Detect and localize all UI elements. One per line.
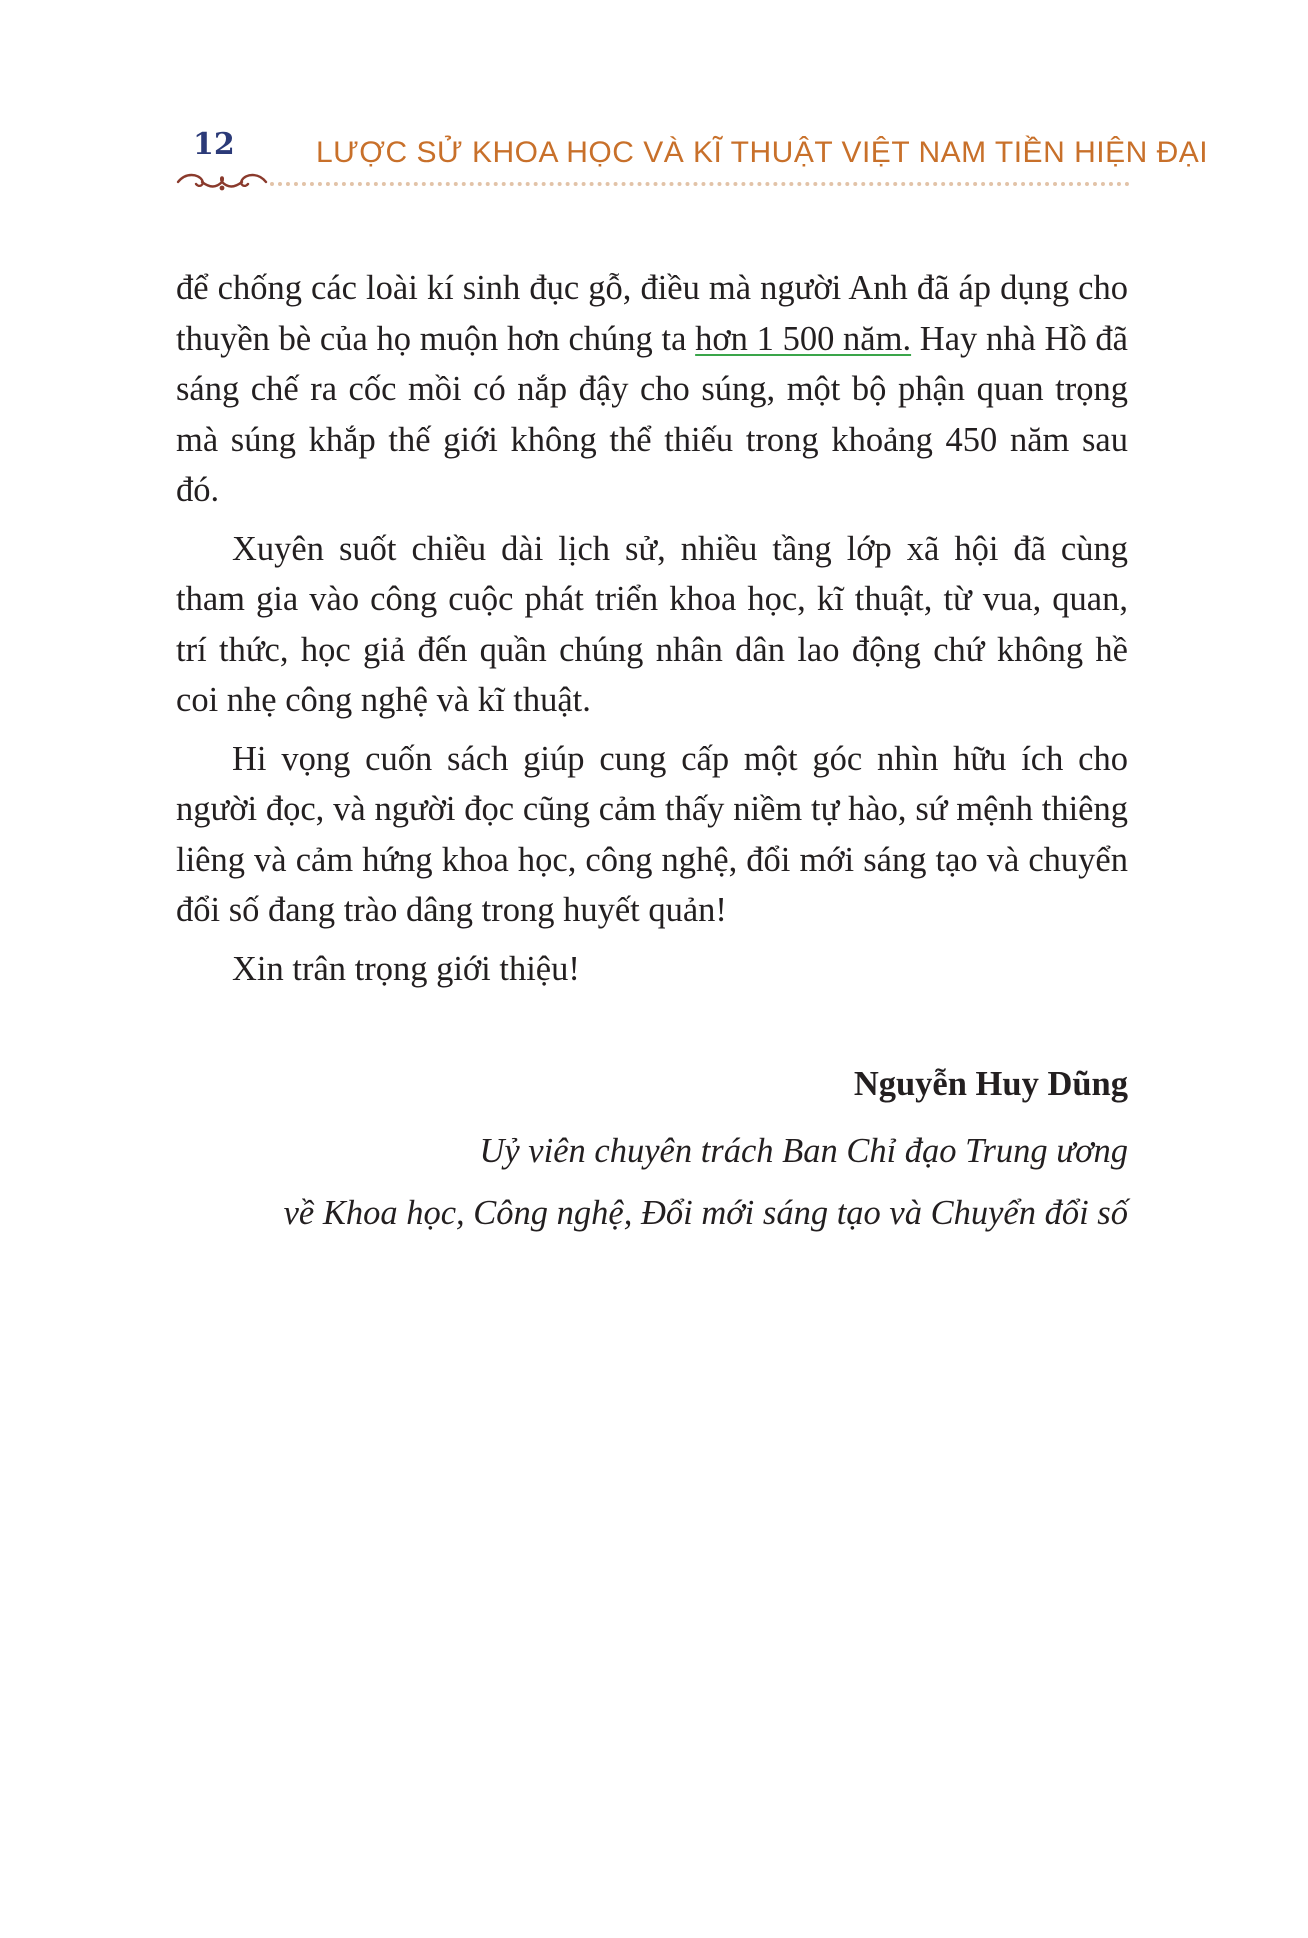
header-divider xyxy=(270,182,1130,186)
paragraph-1-start: để chống các loài kí sinh đục gỗ, điều mà người Anh đã áp dụng cho thuyền bè của họ muộn hơn chúng ta xyxy=(176,269,1128,358)
underlined-phrase: hơn 1 500 năm. xyxy=(695,319,912,358)
running-header-title: LƯỢC SỬ KHOA HỌC VÀ KĨ THUẬT VIỆT NAM TIỀN HIỆN ĐẠI xyxy=(316,136,1209,169)
paragraph-2: Xuyên suốt chiều dài lịch sử, nhiều tầng lớp xã hội đã cùng tham gia vào công cuộc phát triển khoa học, kĩ thuật, từ vua, quan, trí thức, học giả đến quần chúng nhân dân lao động chứ không hề coi nhẹ công nghệ và kĩ thuật. xyxy=(176,529,1128,719)
page-number: 12 xyxy=(193,127,235,162)
paragraph-1-end: Hay nhà Hồ đã sáng chế ra cốc mồi có nắp đậy cho súng, một bộ phận quan trọng mà súng khắp thế giới không thể thiếu trong khoảng 450 năm sau đó. xyxy=(176,319,1128,509)
paragraph-4: Xin trân trọng giới thiệu! xyxy=(232,949,580,988)
author-role-line-1: Uỷ viên chuyên trách Ban Chỉ đạo Trung ương xyxy=(479,1132,1128,1170)
paragraph-1 xyxy=(176,263,1128,516)
signature-block xyxy=(178,1060,1128,1244)
author-name: Nguyễn Huy Dũng xyxy=(853,1065,1128,1103)
paragraph-3: Hi vọng cuốn sách giúp cung cấp một góc nhìn hữu ích cho người đọc, và người đọc cũng cảm thấy niềm tự hào, sứ mệnh thiêng liêng và cảm hứng khoa học, công nghệ, đổi mới sáng tạo và chuyển đổi số đang trào dâng trong huyết quản! xyxy=(176,739,1128,929)
flourish-ornament-icon xyxy=(172,168,272,198)
body-text xyxy=(176,263,1128,1002)
author-role-line-2: về Khoa học, Công nghệ, Đổi mới sáng tạo và Chuyển đổi số xyxy=(283,1194,1128,1232)
